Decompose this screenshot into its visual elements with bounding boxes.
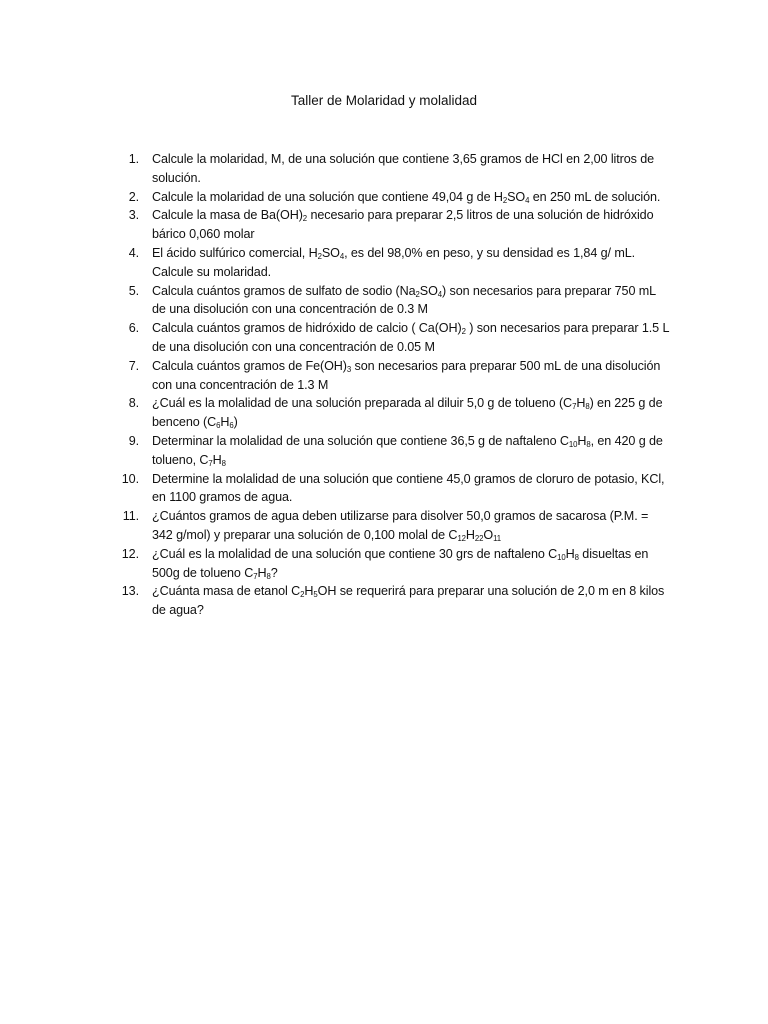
subscript: 2 <box>317 251 322 261</box>
subscript: 3 <box>346 364 352 374</box>
problem-list <box>115 150 670 620</box>
problem-text: Determine la molalidad de una solución que contiene 45,0 gramos de cloruro de potasio, KCl, en 1100 gramos de agua. <box>152 471 665 505</box>
page-title: Taller de Molaridad y molalidad <box>290 93 478 108</box>
problem-number: 2. <box>128 189 139 204</box>
subscript: 10 <box>568 439 578 449</box>
problem-number: 9. <box>128 433 139 448</box>
subscript: 4 <box>339 251 345 261</box>
problem-text: Determinar la molalidad de una solución que contiene 36,5 g de naftaleno $C_{10}H_8$, en 420 g de tolueno, $C_7H_8$ <box>152 433 663 468</box>
problem-text: ¿Cuántos gramos de agua deben utilizarse para disolver 50,0 gramos de sacarosa (P.M. = 342 g/mol) y preparar una solución de 0,100 molal de $C_{12}H_{22}O_{11}$ <box>152 509 649 543</box>
problem-text: Calcula cuántos gramos de sulfato de sodio $(Na_2SO_4)$ son necesarios para preparar 750 mL de una disolución con una concentración de 0.3 M <box>152 283 656 317</box>
problem-text: Calcule la masa de $Ba(OH)_2$ necesario para preparar 2,5 litros de una solución de hidróxido bárico 0,060 molar <box>152 208 654 242</box>
subscript: 2 <box>302 214 308 224</box>
problem-text: Calcule la molaridad, M, de una solución que contiene 3,65 gramos de HCl en 2,00 litros de solución. <box>152 152 655 185</box>
subscript: 6 <box>229 421 234 431</box>
problem-number: 6. <box>128 321 139 336</box>
subscript: 7 <box>208 458 213 468</box>
problem-item <box>115 470 670 508</box>
subscript: 8 <box>586 439 591 449</box>
problem-item <box>115 432 670 470</box>
problem-item <box>115 357 670 395</box>
subscript: 8 <box>574 552 579 562</box>
problem-item <box>115 507 670 545</box>
problem-number: 11. <box>122 509 139 524</box>
subscript: 12 <box>457 533 466 543</box>
problem-item <box>115 150 670 188</box>
problem-text: Calcula cuántos gramos de $Fe(OH)_3$ son necesarios para preparar 500 mL de una disolución con una concentración de 1.3 M <box>152 358 661 392</box>
problem-number: 12. <box>121 546 139 561</box>
subscript: 8 <box>585 402 590 412</box>
subscript: 8 <box>221 458 226 468</box>
problem-item <box>115 545 670 583</box>
problem-item <box>115 394 670 432</box>
problem-number: 4. <box>128 245 139 260</box>
problem-item <box>115 206 670 244</box>
subscript: 11 <box>493 533 502 543</box>
problem-text: ¿Cuánta masa de etanol $C_2H_5OH$ se requerirá para preparar una solución de 2,0 m en 8 kilos de agua? <box>152 584 665 618</box>
problem-text: ¿Cuál es la molalidad de una solución preparada al diluir 5,0 g de tolueno $(C_7H_8)$ en 225 g de benceno $(C_6H_6)$ <box>152 396 663 431</box>
subscript: 4 <box>525 195 530 205</box>
problem-number: 8. <box>128 396 139 411</box>
subscript: 8 <box>266 571 271 581</box>
subscript: 4 <box>437 289 443 299</box>
problem-text: El ácido sulfúrico comercial, $H_2SO_4$, es del 98,0% en peso, y su densidad es 1,84 g/ mL. Calcule su molaridad. <box>152 245 636 279</box>
subscript: 2 <box>415 289 420 299</box>
subscript: 2 <box>461 327 466 337</box>
problem-number: 5. <box>128 283 139 298</box>
problem-item <box>115 282 670 320</box>
problem-item <box>115 319 670 357</box>
problem-item <box>115 244 670 282</box>
subscript: 7 <box>572 402 577 412</box>
subscript: 2 <box>502 195 508 205</box>
problem-number: 10. <box>121 471 139 486</box>
problem-number: 7. <box>128 358 139 373</box>
problem-text: Calcula cuántos gramos de hidróxido de calcio ( $Ca(OH)_2$ ) son necesarios para preparar 1.5 L de una disolución con una concentración de 0.05 M <box>152 321 669 354</box>
problem-item <box>115 582 670 620</box>
problem-item <box>115 188 670 207</box>
subscript: 6 <box>216 421 221 431</box>
problem-text: Calcule la molaridad de una solución que contiene 49,04 g de $H_2SO_4$ en 250 mL de solución. <box>152 189 661 205</box>
subscript: 2 <box>300 590 305 600</box>
problem-number: 3. <box>128 208 139 223</box>
subscript: 5 <box>313 590 318 600</box>
problem-number: 13. <box>121 584 139 599</box>
subscript: 7 <box>253 571 258 581</box>
problem-number: 1. <box>128 152 139 166</box>
subscript: 10 <box>557 552 566 562</box>
problem-text: ¿Cuál es la molalidad de una solución que contiene 30 grs de naftaleno $C_{10}H_8$ disueltas en 500g de tolueno $C_7H_8$? <box>152 546 649 581</box>
subscript: 22 <box>474 533 484 543</box>
